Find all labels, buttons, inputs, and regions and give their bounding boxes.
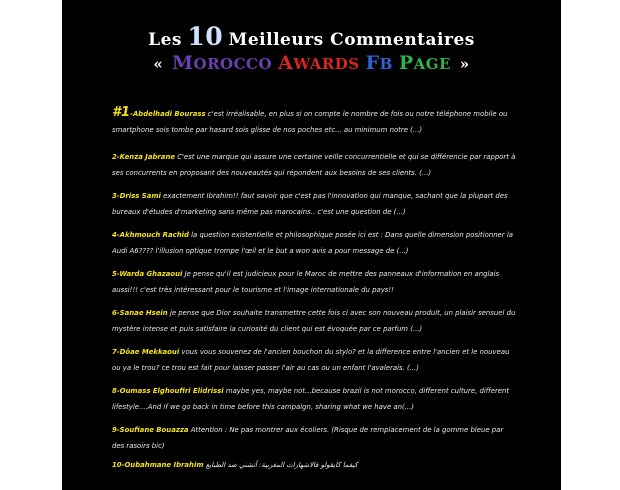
comment-author: 10-Oubahmane Ibrahim [112,461,204,469]
subtitle [62,52,561,74]
comment-author: 5-Warda Ghazaoui [112,270,183,278]
comment-item [112,267,517,298]
comment-item [112,345,517,376]
page-title [62,22,561,51]
subtitle-close-quote: » [459,55,470,73]
title-number: 10 [187,22,224,51]
subtitle-open-quote: « [153,55,164,73]
comment-author: 3-Driss Sami [112,192,161,200]
comment-text: كيفما كايقولو فالاشهارات المغربية: أتشني ضد الطبايع [203,461,358,469]
comment-text: exactement Ibrahim!! faut savoir que c'est pas l'innovation qui manque, sachant que la plupart des bureaux d'études d'marketing sans même pas marocains.. c'est une question de (...) [112,192,508,216]
subtitle-word: AWARDS [278,52,360,74]
subtitle-word: FB [365,52,393,74]
comment-author: 6-Sanae Hsein [112,309,168,317]
comment-rank: #1 [112,105,131,120]
comment-item [112,423,517,454]
comment-author: -Abdelhadi Bourass [130,110,206,118]
banner-panel [62,0,561,490]
comment-text: je pense que Dior souhaite transmettre cette fois ci avec son nouveau produit, un plaisir sensuel du mystère intense et puis satisfaire la curiosité du client qui est évoquée par ce parfum (...) [112,309,516,333]
comment-text: Je pense qu'il est judicieux pour le Maroc de mettre des panneaux d'information en anglais aussi!!! c'est très intéressant pour le tourisme et l'image internationale du pays!! [112,270,500,294]
comment-text: Attention : Ne pas montrer aux écoliers. (Risque de remplacement de la gomme bleue par des rasoirs bic) [112,426,504,450]
comment-item [112,306,517,337]
comment-item [112,228,517,259]
subtitle-word: PAGE [398,52,452,74]
title-suffix: Meilleurs Commentaires [228,30,475,50]
comment-item [112,384,517,415]
comment-item [112,458,517,474]
comment-text: la question existentielle et philosophique posée ici est : Dans quelle dimension positionner la Audi A6???? l'illusion optique trompe l'œil et le but a won avis a pour message de (...) [112,231,513,255]
comment-author: 8-Oumass Elghoufiri Elidrissi [112,387,224,395]
comment-author: 4-Akhmouch Rachid [112,231,189,239]
comment-item [112,105,517,138]
comment-author: 2-Kenza Jabrane [112,153,176,161]
comment-text: vous vous souvenez de l'ancien bouchon du stylo? et la difference entre l'ancien et le nouveau ou ya le trou? ce trou est fait pour laisser passer l'air au cas ou un enfant l'avalerais. (...) [112,348,510,372]
subtitle-word: MOROCCO [171,52,273,74]
subtitle-words [169,52,454,74]
comment-author: 9-Soufiane Bouazza [112,426,189,434]
comment-text: c'est irréalisable, en plus si on compte le nombre de fois ou notre téléphone mobile ou smartphone sois tombe par hasard sois glisse de nos poches etc... au minimum notre (...) [112,110,508,134]
comment-text: C'est une marque qui assure une certaine veille concurrentielle et qui se différencie par rapport à ses concurrents en proposant des nouveautés qui répondent aux besoins de ses clients. (...) [112,153,516,177]
comment-text: maybe yes, maybe not...because brazil is not morocco, different culture, different lifestyle....And if we go back in time before this campaign, sharing what we have an(...) [112,387,510,411]
title-prefix: Les [148,30,182,50]
comment-item [112,189,517,220]
comment-item [112,150,517,181]
comment-author: 7-Dôae Mekkaoui [112,348,180,356]
